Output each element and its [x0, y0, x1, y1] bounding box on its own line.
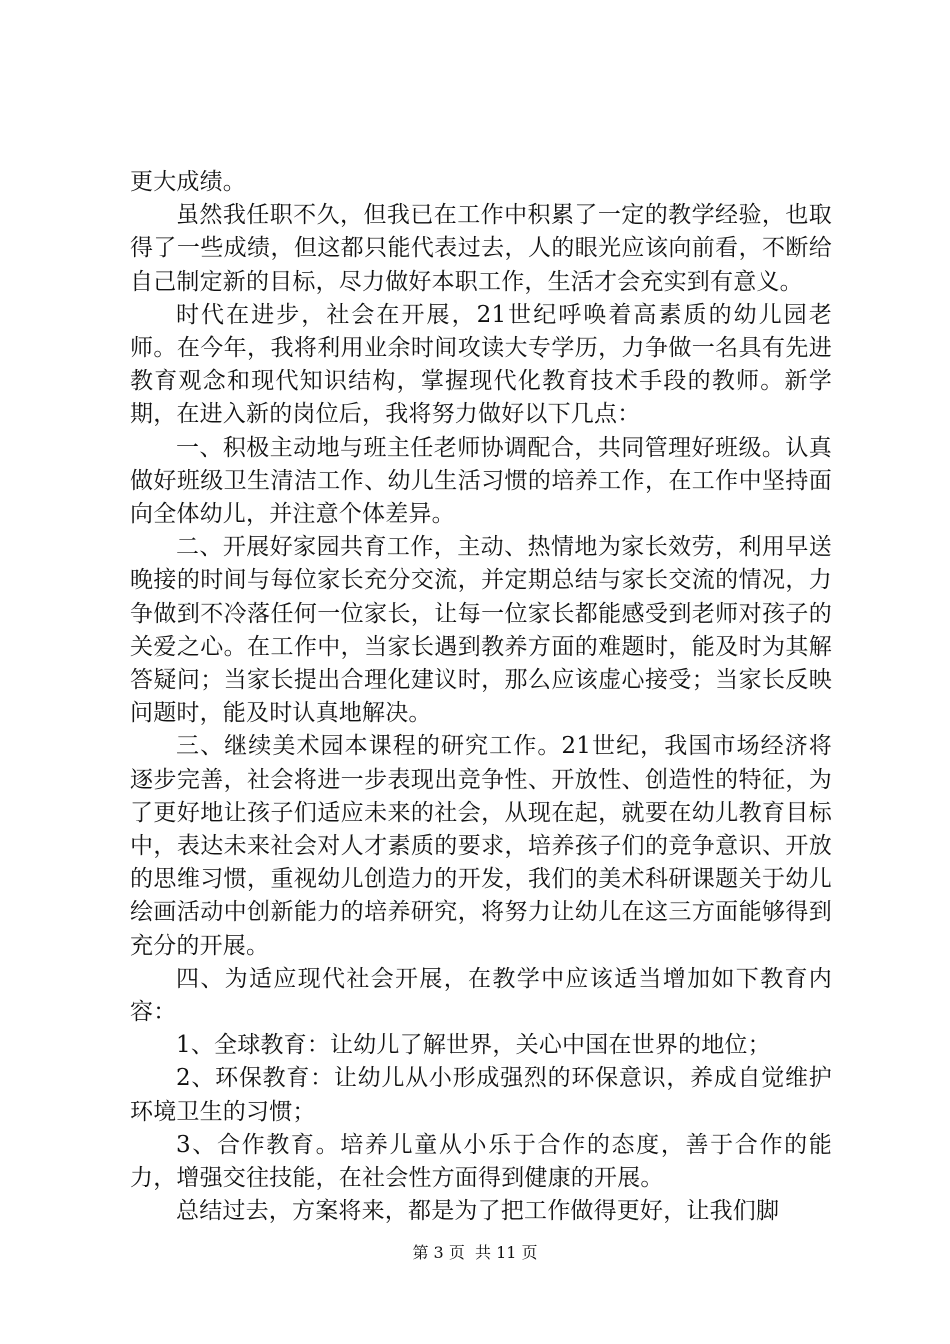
paragraph-point-four: 四、为适应现代社会开展，在教学中应该适当增加如下教育内容： — [130, 965, 832, 1026]
paragraph-point-three: 三、继续美术园本课程的研究工作。21世纪，我国市场经济将逐步完善，社会将进一步表现出竞争性、开放性、创造性的特征，为了更好地让孩子们适应未来的社会，从现在起，就要在幼儿教育目标中，表达未来社会对人才素质的要求，培养孩子们的竞争意识、开放的思维习惯，重视幼儿创造力的开发，我们的美术科研课题关于幼儿绘画活动中创新能力的培养研究，将努力让幼儿在这三方面能够得到充分的开展。 — [130, 733, 832, 959]
list-item-global-education: 1、全球教育：让幼儿了解世界，关心中国在世界的地位； — [176, 1032, 771, 1059]
paragraph-continuation: 更大成绩。 — [130, 169, 246, 195]
page-number-label: 第 3 页 共 11 页 — [412, 1243, 538, 1262]
list-item-cooperation-education: 3、合作教育。培养儿童从小乐于合作的态度，善于合作的能力，增强交往技能，在社会性方面得到健康的开展。 — [130, 1131, 832, 1192]
paragraph-goals: 时代在进步，社会在开展，21世纪呼唤着高素质的幼儿园老师。在今年，我将利用业余时间攻读大专学历，力争做一名具有先进教育观念和现代知识结构，掌握现代化教育技术手段的教师。新学期，在进入新的岗位后，我将努力做好以下几点： — [130, 301, 832, 428]
list-item-environment-education: 2、环保教育：让幼儿从小形成强烈的环保意识，养成自觉维护环境卫生的习惯； — [130, 1065, 832, 1125]
paragraph-summary: 总结过去，方案将来，都是为了把工作做得更好，让我们脚 — [176, 1198, 780, 1225]
paragraph-point-two: 二、开展好家园共育工作，主动、热情地为家长效劳，利用早送晚接的时间与每位家长充分交流，并定期总结与家长交流的情况，力争做到不冷落任何一位家长，让每一位家长都能感受到老师对孩子的关爱之心。在工作中，当家长遇到教养方面的难题时，能及时为其解答疑问；当家长提出合理化建议时，那么应该虚心接受；当家长反映问题时，能及时认真地解决。 — [130, 534, 832, 727]
paragraph-experience: 虽然我任职不久，但我已在工作中积累了一定的教学经验，也取得了一些成绩，但这都只能代表过去，人的眼光应该向前看，不断给自己制定新的目标，尽力做好本职工作，生活才会充实到有意义。 — [130, 202, 832, 295]
paragraph-point-one: 一、积极主动地与班主任老师协调配合，共同管理好班级。认真做好班级卫生清洁工作、幼儿生活习惯的培养工作，在工作中坚持面向全体幼儿，并注意个体差异。 — [130, 434, 832, 528]
document-body — [130, 166, 832, 1229]
page-footer — [0, 1243, 950, 1263]
